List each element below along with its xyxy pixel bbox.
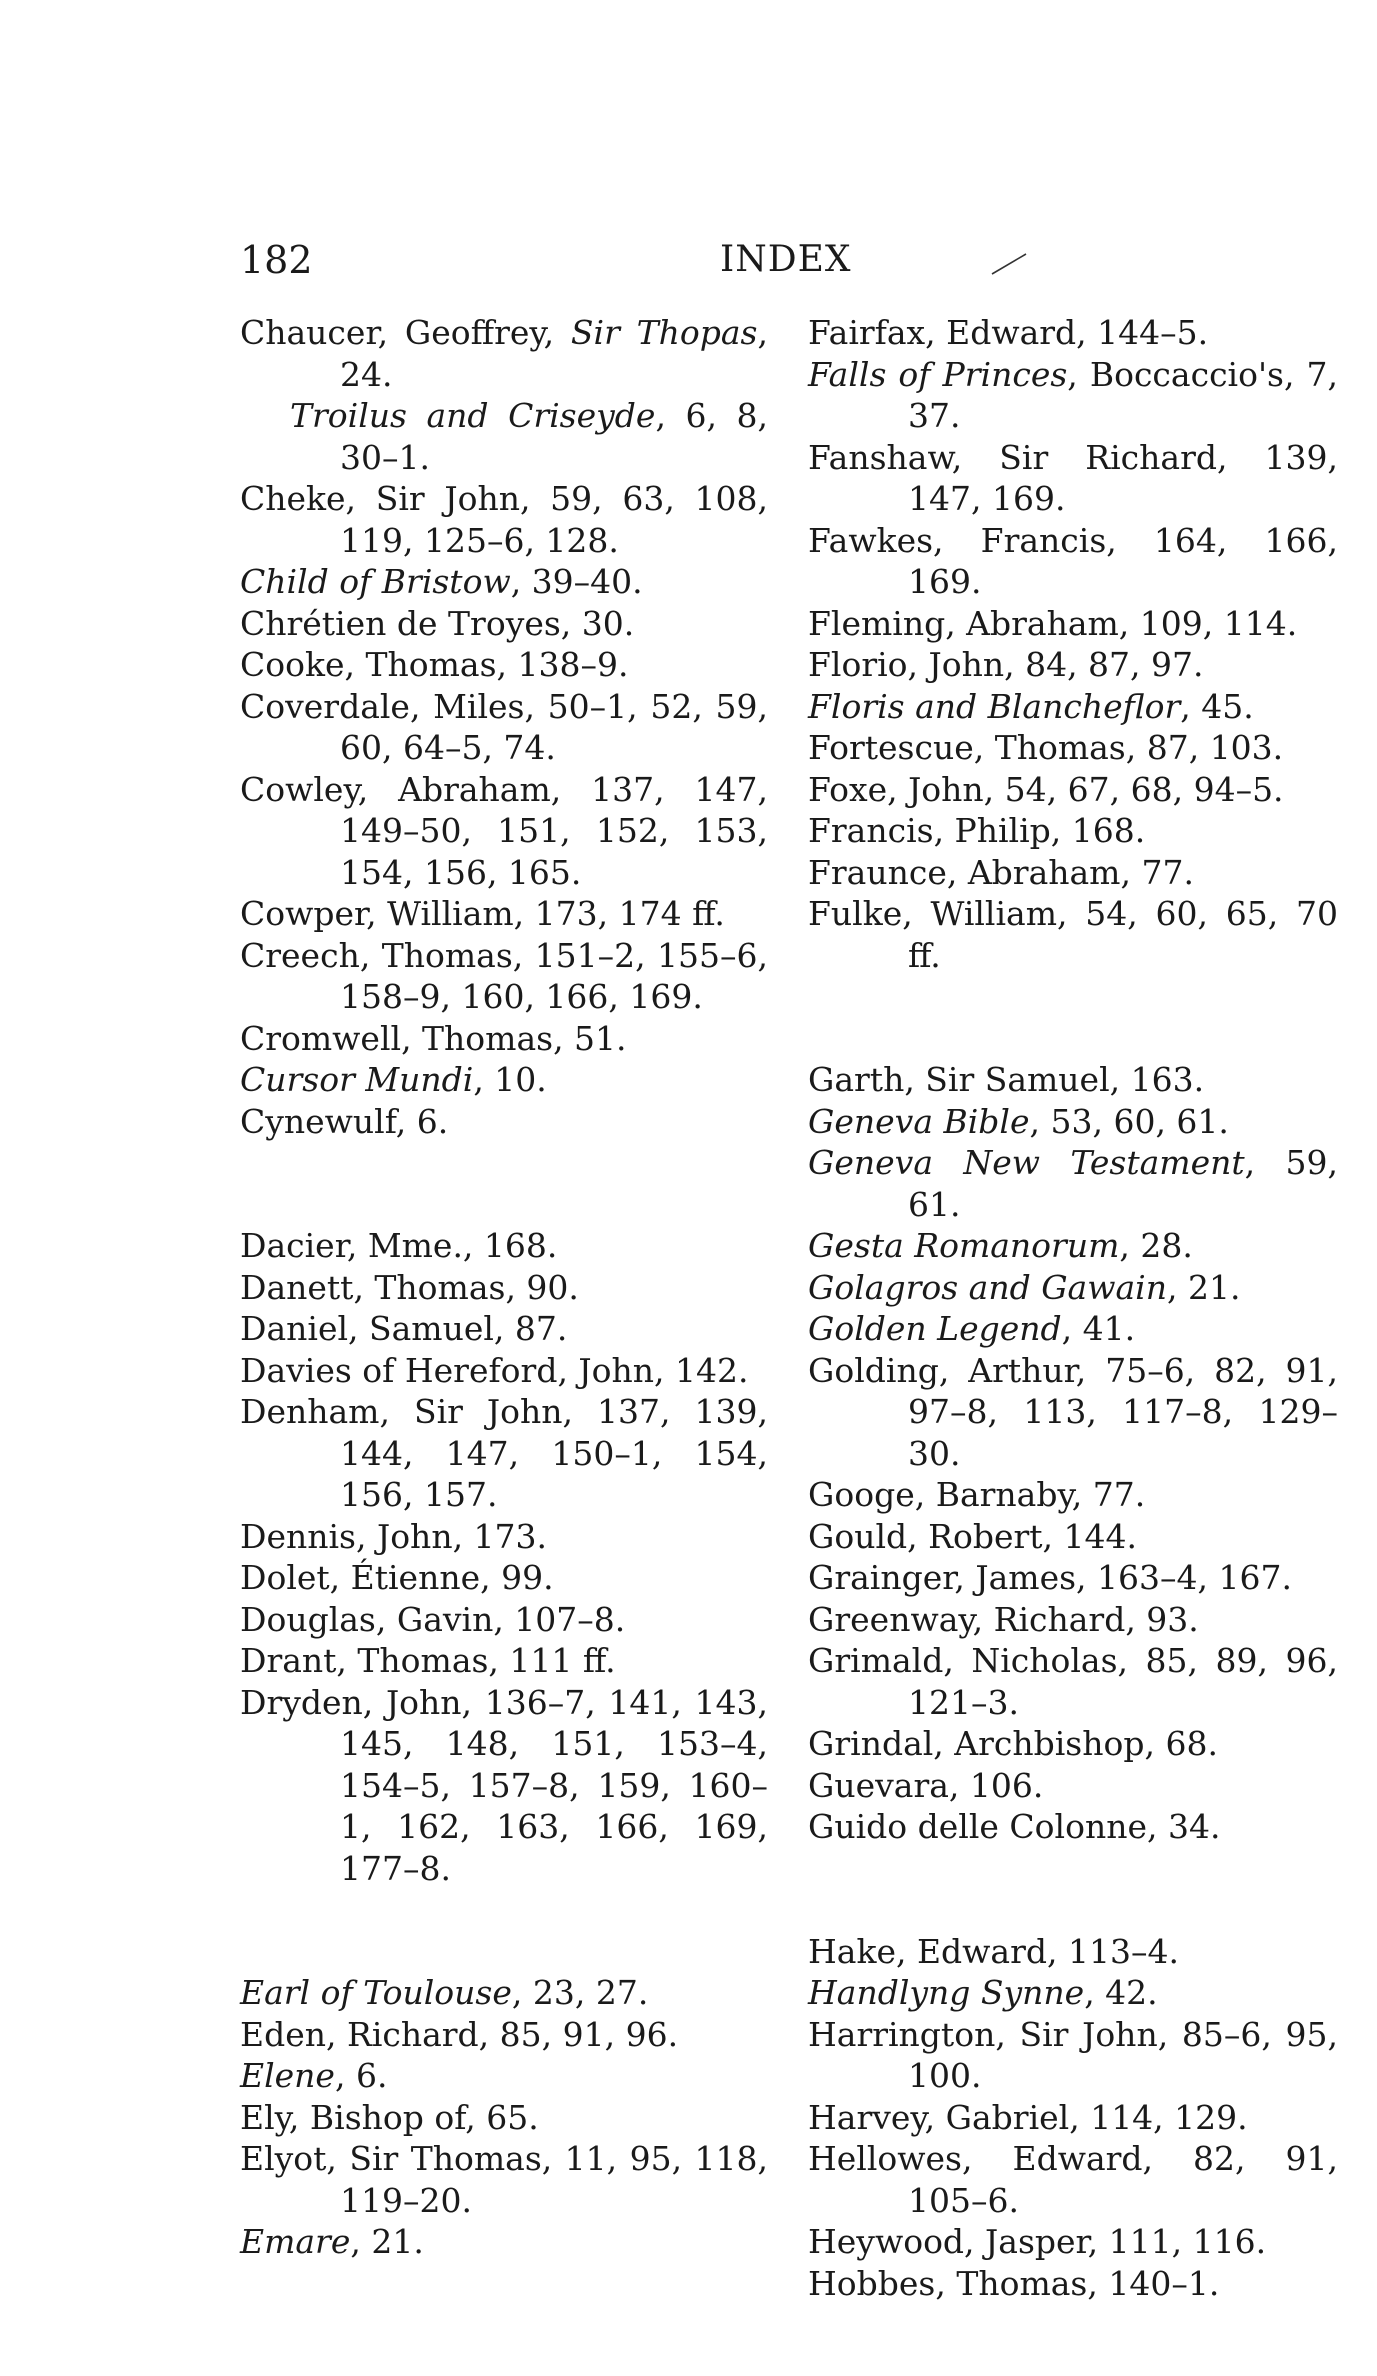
index-entry	[240, 312, 768, 395]
entry-pages: , 39–40.	[510, 562, 643, 601]
index-entry	[808, 1474, 1338, 1516]
index-entry	[808, 1516, 1338, 1558]
entry-text: Grindal, Archbishop, 68.	[808, 1724, 1218, 1763]
entry-pages: , 24.	[340, 313, 768, 394]
entry-text: Harvey, Gabriel, 114, 129.	[808, 2097, 1248, 2137]
index-entry	[240, 935, 768, 1018]
entry-title: Geneva Bible	[808, 1101, 1030, 1141]
entry-text: Harrington, Sir John, 85–6, 95, 100.	[808, 2014, 1338, 2095]
entry-text: Hake, Edward, 113–4.	[808, 1931, 1179, 1971]
entry-text: Florio, John, 84, 87, 97.	[808, 645, 1204, 684]
entry-title: Child of Bristow	[240, 562, 511, 601]
entry-text: Danett, Thomas, 90.	[240, 1267, 579, 1307]
index-entry	[240, 1308, 768, 1350]
entry-text: Daniel, Samuel, 87.	[240, 1309, 568, 1348]
entry-text: Fawkes, Francis, 164, 166, 169.	[808, 520, 1338, 601]
entry-text: Gould, Robert, 144.	[808, 1516, 1138, 1556]
entry-text: Fraunce, Abraham, 77.	[808, 852, 1194, 892]
entry-text: Hobbes, Thomas, 140–1.	[808, 2263, 1220, 2303]
index-entry	[240, 1267, 768, 1309]
entry-text: Dryden, John, 136–7, 141, 143, 145, 148, 151, 153–4, 154–5, 157–8, 159, 160–1, 162, 163, 166, 169, 177–8.	[240, 1682, 768, 1888]
index-entry	[240, 2138, 768, 2221]
index-entry	[240, 2097, 768, 2139]
index-entry	[808, 1267, 1338, 1309]
entry-text: Cowley, Abraham, 137, 147, 149–50, 151, 152, 153, 154, 156, 165.	[240, 769, 768, 892]
index-subentry	[240, 395, 768, 478]
entry-text: Ely, Bishop of, 65.	[240, 2097, 539, 2137]
entry-text: Davies of Hereford, John, 142.	[240, 1350, 749, 1390]
entry-title: Gesta Romanorum	[808, 1226, 1120, 1265]
entry-text: Fulke, William, 54, 60, 65, 70 ff.	[808, 894, 1338, 975]
index-entry	[240, 1599, 768, 1641]
index-group-d	[240, 1225, 768, 1889]
entry-title: Emare	[240, 2222, 351, 2261]
entry-text: Creech, Thomas, 151–2, 155–6, 158–9, 160, 166, 169.	[240, 935, 768, 1016]
entry-title: Handlyng Synne	[808, 1973, 1085, 2012]
entry-text: Eden, Richard, 85, 91, 96.	[240, 2014, 679, 2054]
entry-text: Dolet, Étienne, 99.	[240, 1558, 554, 1597]
entry-text: Chaucer, Geoffrey,	[240, 313, 571, 352]
entry-text: Guido delle Colonne, 34.	[808, 1807, 1221, 1846]
index-entry	[240, 2221, 768, 2263]
entry-text: Elyot, Sir Thomas, 11, 95, 118, 119–20.	[240, 2139, 768, 2220]
entry-pages: , 6.	[334, 2056, 388, 2095]
entry-pages: , 10.	[473, 1060, 547, 1099]
index-entry	[808, 1308, 1338, 1350]
index-entry	[240, 1350, 768, 1392]
entry-text: Cowper, William, 173, 174 ff.	[240, 894, 725, 933]
index-entry	[808, 1225, 1338, 1267]
entry-pages: , 42.	[1084, 1973, 1158, 2012]
entry-text: Denham, Sir John, 137, 139, 144, 147, 150–1, 154, 156, 157.	[240, 1392, 768, 1514]
entry-text: Francis, Philip, 168.	[808, 811, 1146, 850]
entry-text: Fortescue, Thomas, 87, 103.	[808, 728, 1284, 767]
entry-pages: , 45.	[1180, 686, 1254, 726]
entry-pages: , 28.	[1119, 1226, 1193, 1265]
entry-text: Drant, Thomas, 111 ff.	[240, 1641, 616, 1680]
entry-text: Cooke, Thomas, 138–9.	[240, 645, 629, 684]
entry-title: Earl of Toulouse	[240, 1973, 512, 2012]
entry-text: Fleming, Abraham, 109, 114.	[808, 603, 1298, 643]
index-entry	[240, 603, 768, 645]
entry-pages: , 23, 27.	[511, 1973, 649, 2012]
index-entry	[808, 1350, 1338, 1475]
index-entry	[808, 2263, 1338, 2305]
index-entry	[808, 603, 1338, 645]
entry-text: Garth, Sir Samuel, 163.	[808, 1060, 1205, 1099]
index-entry	[808, 644, 1338, 686]
entry-title: Floris and Blancheflor	[808, 686, 1181, 726]
entry-text: Cynewulf, 6.	[240, 1101, 449, 1141]
group-spacer	[240, 1889, 768, 1972]
entry-title: Sir Thopas	[570, 313, 758, 352]
index-entry	[808, 2221, 1338, 2263]
index-entry	[240, 1101, 768, 1143]
index-group-e	[240, 1972, 768, 2263]
index-entry	[808, 810, 1338, 852]
index-entry	[808, 520, 1338, 603]
index-entry	[240, 1018, 768, 1060]
entry-title: Falls of Princes	[808, 354, 1068, 394]
entry-text: Dacier, Mme., 168.	[240, 1226, 558, 1265]
index-entry	[240, 644, 768, 686]
group-spacer	[808, 1848, 1338, 1931]
index-group-g	[808, 1059, 1338, 1848]
index-entry	[240, 1516, 768, 1558]
index-entry	[240, 893, 768, 935]
index-entry	[808, 354, 1338, 437]
entry-pages: , 53, 60, 61.	[1029, 1101, 1229, 1141]
index-group-h	[808, 1931, 1338, 2305]
index-entry	[808, 1101, 1338, 1143]
entry-pages: , Boccaccio's, 7, 37.	[908, 354, 1339, 435]
entry-text: Fairfax, Edward, 144–5.	[808, 313, 1209, 352]
index-group-c	[240, 312, 768, 1142]
entry-pages: , 21.	[350, 2222, 424, 2261]
entry-pages: , 41.	[1061, 1309, 1136, 1348]
entry-text: Douglas, Gavin, 107–8.	[240, 1599, 626, 1639]
index-entry	[808, 2138, 1338, 2221]
index-entry	[240, 1640, 768, 1682]
index-entry	[808, 1972, 1338, 2014]
group-spacer	[240, 1142, 768, 1225]
entry-text: Cheke, Sir John, 59, 63, 108, 119, 125–6, 128.	[240, 479, 768, 560]
entry-title: Cursor Mundi	[240, 1060, 474, 1099]
entry-text: Dennis, John, 173.	[240, 1516, 548, 1556]
entry-title: Troilus and Criseyde	[290, 396, 656, 435]
index-entry	[240, 1972, 768, 2014]
index-entry	[808, 312, 1338, 354]
page-number: 182	[240, 238, 313, 282]
entry-title: Golagros and Gawain	[808, 1267, 1167, 1307]
index-entry	[808, 1765, 1338, 1807]
entry-text: Heywood, Jasper, 111, 116.	[808, 2222, 1267, 2261]
index-entry	[808, 893, 1338, 976]
entry-title: Golden Legend	[808, 1309, 1062, 1348]
index-entry	[808, 686, 1338, 728]
index-column-left	[240, 312, 768, 2263]
entry-text: Googe, Barnaby, 77.	[808, 1475, 1146, 1514]
entry-pages: , 59, 61.	[908, 1143, 1338, 1224]
index-entry	[240, 1391, 768, 1516]
entry-text: Greenway, Richard, 93.	[808, 1599, 1199, 1639]
running-head: INDEX	[720, 239, 852, 280]
index-entry	[808, 1557, 1338, 1599]
index-entry	[240, 2014, 768, 2056]
index-entry	[240, 769, 768, 894]
index-entry	[808, 727, 1338, 769]
index-entry	[240, 478, 768, 561]
index-entry	[240, 1225, 768, 1267]
index-entry	[240, 1557, 768, 1599]
index-entry	[240, 1059, 768, 1101]
entry-text: Fanshaw, Sir Richard, 139, 147, 169.	[808, 437, 1338, 518]
pen-mark-icon	[990, 252, 1028, 276]
index-entry	[808, 1806, 1338, 1848]
entry-title: Elene	[240, 2056, 335, 2095]
index-entry	[808, 1142, 1338, 1225]
entry-text: Guevara, 106.	[808, 1765, 1044, 1805]
index-entry	[808, 852, 1338, 894]
index-entry	[808, 437, 1338, 520]
entry-pages: , 21.	[1166, 1267, 1241, 1307]
entry-text: Cromwell, Thomas, 51.	[240, 1018, 627, 1058]
entry-pages: , 6, 8, 30–1.	[340, 396, 768, 477]
entry-text: Hellowes, Edward, 82, 91, 105–6.	[808, 2139, 1338, 2220]
entry-text: Chrétien de Troyes, 30.	[240, 603, 635, 643]
index-entry	[808, 769, 1338, 811]
index-entry	[808, 1599, 1338, 1641]
entry-title: Geneva New Testament	[808, 1143, 1245, 1182]
index-entry	[808, 1723, 1338, 1765]
index-entry	[808, 1931, 1338, 1973]
entry-text: Grainger, James, 163–4, 167.	[808, 1558, 1292, 1597]
index-group-f	[808, 312, 1338, 976]
index-entry	[240, 2055, 768, 2097]
index-entry	[808, 2097, 1338, 2139]
index-entry	[240, 561, 768, 603]
index-entry	[240, 686, 768, 769]
entry-text: Foxe, John, 54, 67, 68, 94–5.	[808, 769, 1284, 809]
index-entry	[808, 2014, 1338, 2097]
entry-text: Coverdale, Miles, 50–1, 52, 59, 60, 64–5, 74.	[240, 686, 768, 767]
entry-text: Golding, Arthur, 75–6, 82, 91, 97–8, 113, 117–8, 129–30.	[808, 1350, 1338, 1473]
index-entry	[240, 1682, 768, 1890]
group-spacer	[808, 976, 1338, 1059]
index-column-right	[808, 312, 1338, 2304]
entry-text: Grimald, Nicholas, 85, 89, 96, 121–3.	[808, 1641, 1338, 1722]
index-entry	[808, 1059, 1338, 1101]
index-entry	[808, 1640, 1338, 1723]
